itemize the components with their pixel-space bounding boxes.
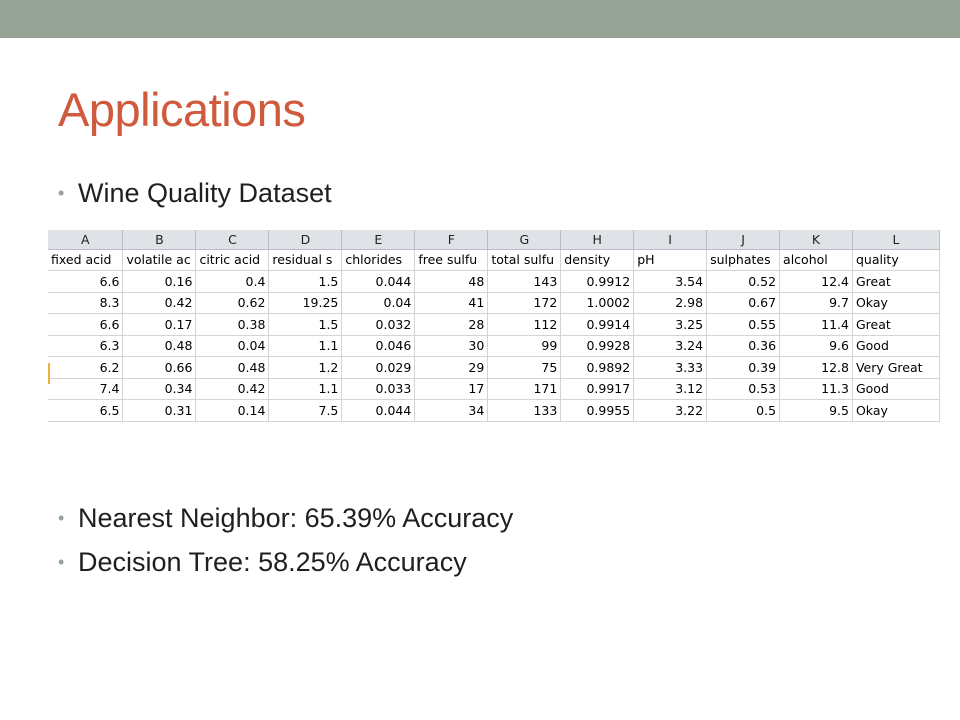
table-cell: 0.66 xyxy=(123,357,196,379)
column-letter: H xyxy=(561,230,634,249)
table-cell: 0.48 xyxy=(123,335,196,357)
table-cell: 133 xyxy=(488,400,561,422)
slide-title: Applications xyxy=(58,83,306,136)
table-cell: 12.8 xyxy=(780,357,853,379)
table-cell: Okay xyxy=(852,400,939,422)
table-cell: 30 xyxy=(415,335,488,357)
table-cell: Okay xyxy=(852,292,939,314)
table-cell: 9.6 xyxy=(780,335,853,357)
column-letter: L xyxy=(852,230,939,249)
table-cell: 143 xyxy=(488,271,561,293)
table-cell: Good xyxy=(852,378,939,400)
table-cell: 2.98 xyxy=(634,292,707,314)
table-cell: 3.24 xyxy=(634,335,707,357)
table-cell: 0.31 xyxy=(123,400,196,422)
table-cell: Great xyxy=(852,271,939,293)
table-cell: 75 xyxy=(488,357,561,379)
table-cell: 0.9892 xyxy=(561,357,634,379)
header-cell: total sulfu xyxy=(488,249,561,271)
table-row xyxy=(48,400,940,422)
top-accent-bar xyxy=(0,0,960,38)
header-cell: pH xyxy=(634,249,707,271)
header-cell: fixed acid xyxy=(48,249,123,271)
table-cell: 0.9917 xyxy=(561,378,634,400)
table-cell: 11.4 xyxy=(780,314,853,336)
table-cell: 11.3 xyxy=(780,378,853,400)
table-cell: 0.04 xyxy=(196,335,269,357)
bullet-text: Nearest Neighbor: 65.39% Accuracy xyxy=(78,503,514,533)
table-cell: 0.9928 xyxy=(561,335,634,357)
table-cell: 28 xyxy=(415,314,488,336)
bullet-wine-dataset xyxy=(58,177,332,209)
table-cell: 0.04 xyxy=(342,292,415,314)
table-cell: 6.5 xyxy=(48,400,123,422)
table-row xyxy=(48,357,940,379)
table-cell: 1.5 xyxy=(269,314,342,336)
table-row xyxy=(48,271,940,293)
table-cell: 7.5 xyxy=(269,400,342,422)
bullet-icon: • xyxy=(58,508,65,528)
header-cell: chlorides xyxy=(342,249,415,271)
table-row xyxy=(48,335,940,357)
header-cell: quality xyxy=(852,249,939,271)
table-cell: 0.17 xyxy=(123,314,196,336)
table-cell: 9.5 xyxy=(780,400,853,422)
column-letter: B xyxy=(123,230,196,249)
header-cell: citric acid xyxy=(196,249,269,271)
table-cell: 19.25 xyxy=(269,292,342,314)
table-cell: 0.42 xyxy=(196,378,269,400)
table-cell: 1.1 xyxy=(269,378,342,400)
header-cell: free sulfu xyxy=(415,249,488,271)
bullet-decision-tree xyxy=(58,546,467,578)
table-cell: 1.1 xyxy=(269,335,342,357)
table-cell: 0.67 xyxy=(707,292,780,314)
column-letter: C xyxy=(196,230,269,249)
table-cell: 0.044 xyxy=(342,271,415,293)
table-cell: 0.9955 xyxy=(561,400,634,422)
table-cell: 0.4 xyxy=(196,271,269,293)
table-cell: 0.14 xyxy=(196,400,269,422)
column-letter: J xyxy=(707,230,780,249)
table-cell: 0.62 xyxy=(196,292,269,314)
table-cell: 29 xyxy=(415,357,488,379)
column-letter: A xyxy=(48,230,123,249)
table-cell: 0.55 xyxy=(707,314,780,336)
column-letter: I xyxy=(634,230,707,249)
table-cell: 0.16 xyxy=(123,271,196,293)
table-cell: 41 xyxy=(415,292,488,314)
selected-row-marker xyxy=(48,363,50,384)
bullet-text: Decision Tree: 58.25% Accuracy xyxy=(78,547,467,577)
column-letter: K xyxy=(780,230,853,249)
bullet-icon: • xyxy=(58,552,65,572)
table-cell: 6.6 xyxy=(48,314,123,336)
table-cell: 0.36 xyxy=(707,335,780,357)
bullet-text: Wine Quality Dataset xyxy=(78,178,332,208)
table-cell: Great xyxy=(852,314,939,336)
table-cell: 0.34 xyxy=(123,378,196,400)
header-cell: alcohol xyxy=(780,249,853,271)
table-cell: 0.38 xyxy=(196,314,269,336)
table-cell: 172 xyxy=(488,292,561,314)
column-letter: D xyxy=(269,230,342,249)
data-table xyxy=(48,230,940,422)
column-letter-row xyxy=(48,230,940,249)
table-cell: 171 xyxy=(488,378,561,400)
column-letter: E xyxy=(342,230,415,249)
table-cell: 0.53 xyxy=(707,378,780,400)
table-cell: 9.7 xyxy=(780,292,853,314)
table-cell: 6.2 xyxy=(48,357,123,379)
table-cell: 3.25 xyxy=(634,314,707,336)
table-cell: 0.044 xyxy=(342,400,415,422)
table-cell: 3.12 xyxy=(634,378,707,400)
column-letter: G xyxy=(488,230,561,249)
table-row xyxy=(48,378,940,400)
table-cell: 0.033 xyxy=(342,378,415,400)
table-cell: 0.046 xyxy=(342,335,415,357)
table-cell: 3.33 xyxy=(634,357,707,379)
column-letter: F xyxy=(415,230,488,249)
table-cell: 112 xyxy=(488,314,561,336)
table-cell: 17 xyxy=(415,378,488,400)
table-cell: 0.5 xyxy=(707,400,780,422)
bullet-nearest-neighbor xyxy=(58,502,513,534)
table-cell: Good xyxy=(852,335,939,357)
header-cell: density xyxy=(561,249,634,271)
table-cell: 7.4 xyxy=(48,378,123,400)
table-cell: 6.3 xyxy=(48,335,123,357)
table-cell: 48 xyxy=(415,271,488,293)
header-cell: sulphates xyxy=(707,249,780,271)
table-cell: 99 xyxy=(488,335,561,357)
table-row xyxy=(48,292,940,314)
table-cell: 0.9914 xyxy=(561,314,634,336)
table-cell: 0.48 xyxy=(196,357,269,379)
spreadsheet-screenshot xyxy=(48,230,940,432)
table-row xyxy=(48,314,940,336)
table-cell: 0.032 xyxy=(342,314,415,336)
table-cell: 3.54 xyxy=(634,271,707,293)
table-cell: 3.22 xyxy=(634,400,707,422)
table-cell: 0.52 xyxy=(707,271,780,293)
header-cell: residual s xyxy=(269,249,342,271)
bullet-icon: • xyxy=(58,183,65,203)
header-cell: volatile ac xyxy=(123,249,196,271)
table-cell: 0.39 xyxy=(707,357,780,379)
table-cell: 0.029 xyxy=(342,357,415,379)
table-cell: 0.42 xyxy=(123,292,196,314)
table-cell: 1.0002 xyxy=(561,292,634,314)
table-cell: 8.3 xyxy=(48,292,123,314)
table-cell: 1.2 xyxy=(269,357,342,379)
table-cell: 0.9912 xyxy=(561,271,634,293)
table-cell: 34 xyxy=(415,400,488,422)
header-row xyxy=(48,249,940,271)
table-cell: 1.5 xyxy=(269,271,342,293)
table-cell: 6.6 xyxy=(48,271,123,293)
table-cell: Very Great xyxy=(852,357,939,379)
table-cell: 12.4 xyxy=(780,271,853,293)
